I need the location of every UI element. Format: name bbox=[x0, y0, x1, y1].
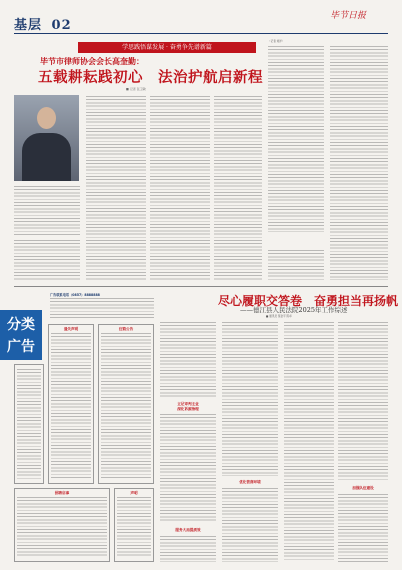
story2-col4-b bbox=[338, 494, 388, 562]
sidebar-col1-b bbox=[268, 250, 324, 280]
ad-tag-line2: 广告 bbox=[7, 339, 35, 355]
lead-subtitle: 毕节市律师协会会长高奎勤： bbox=[40, 56, 144, 66]
photo-caption bbox=[14, 186, 80, 236]
story2-col2 bbox=[222, 322, 278, 476]
story2-col2-b bbox=[222, 488, 278, 562]
page-number: 02 bbox=[51, 18, 72, 33]
ad-box-2 bbox=[48, 324, 94, 484]
ad-box-3-title: 注销公告 bbox=[118, 327, 134, 331]
story2-subhead-5: 加强队伍建设 bbox=[352, 486, 374, 490]
story2-subhead-4: 服务大局提质效 bbox=[175, 528, 201, 532]
ad-box-4 bbox=[14, 488, 110, 562]
lead-text-col4 bbox=[214, 96, 262, 280]
lead-text-col1 bbox=[14, 240, 80, 280]
ad-intro-text bbox=[50, 298, 154, 318]
sidebar-col2 bbox=[330, 46, 388, 280]
story2-headline: 尽心履职交答卷 奋勇担当再扬帆 bbox=[218, 294, 399, 308]
ad-box-2-title: 遗失声明 bbox=[63, 327, 79, 331]
story2-subhead-2: 深化诉源治理 bbox=[177, 407, 199, 411]
story2-byline: ■ 通讯员 蔡金平 陈卓 bbox=[266, 315, 292, 318]
story2-col4 bbox=[338, 322, 388, 482]
lead-text-col3 bbox=[150, 96, 210, 280]
lead-headline: 五载耕耘践初心 法治护航启新程 bbox=[38, 69, 263, 86]
newspaper-logo: 毕节日报 bbox=[330, 11, 367, 21]
ad-box-1 bbox=[14, 364, 44, 484]
portrait-head bbox=[37, 107, 56, 129]
portrait-photo bbox=[14, 95, 79, 181]
ad-tag-line1: 分类 bbox=[7, 317, 35, 333]
classified-ads-tag bbox=[0, 310, 42, 360]
story2-subtitle: ——德江县人民法院2025年工作综述 bbox=[240, 306, 348, 314]
story2-subhead-1: 立足审判主业 bbox=[177, 402, 199, 406]
lead-text-col2 bbox=[86, 96, 146, 280]
mid-rule bbox=[14, 286, 388, 287]
section-name: 基层 bbox=[14, 18, 43, 33]
story2-col1 bbox=[160, 322, 216, 398]
ad-box-5 bbox=[114, 488, 154, 562]
story2-col3 bbox=[284, 322, 334, 562]
sidebar-label: （记者 刘洋） bbox=[268, 40, 285, 43]
section-banner: 学思践悟谋发展 · 奋勇争先谱新篇 bbox=[78, 42, 256, 53]
lead-byline: ■ 记者 张卫敏 bbox=[126, 87, 146, 91]
story2-col1-c bbox=[160, 536, 216, 562]
ad-box-3 bbox=[98, 324, 154, 484]
page-section-title bbox=[14, 14, 72, 33]
ad-box-5-title: 声明 bbox=[130, 491, 138, 495]
story2-subhead-3: 优化营商环境 bbox=[239, 480, 261, 484]
story2-col1-b bbox=[160, 414, 216, 522]
header-date bbox=[310, 8, 330, 16]
ad-hotline: 广告联系电话（0857）8888888 bbox=[50, 293, 100, 297]
ad-box-4-title: 招聘启事 bbox=[54, 491, 70, 495]
sidebar-col1 bbox=[268, 46, 324, 232]
header-rule bbox=[14, 33, 388, 34]
portrait-suit bbox=[22, 133, 71, 181]
